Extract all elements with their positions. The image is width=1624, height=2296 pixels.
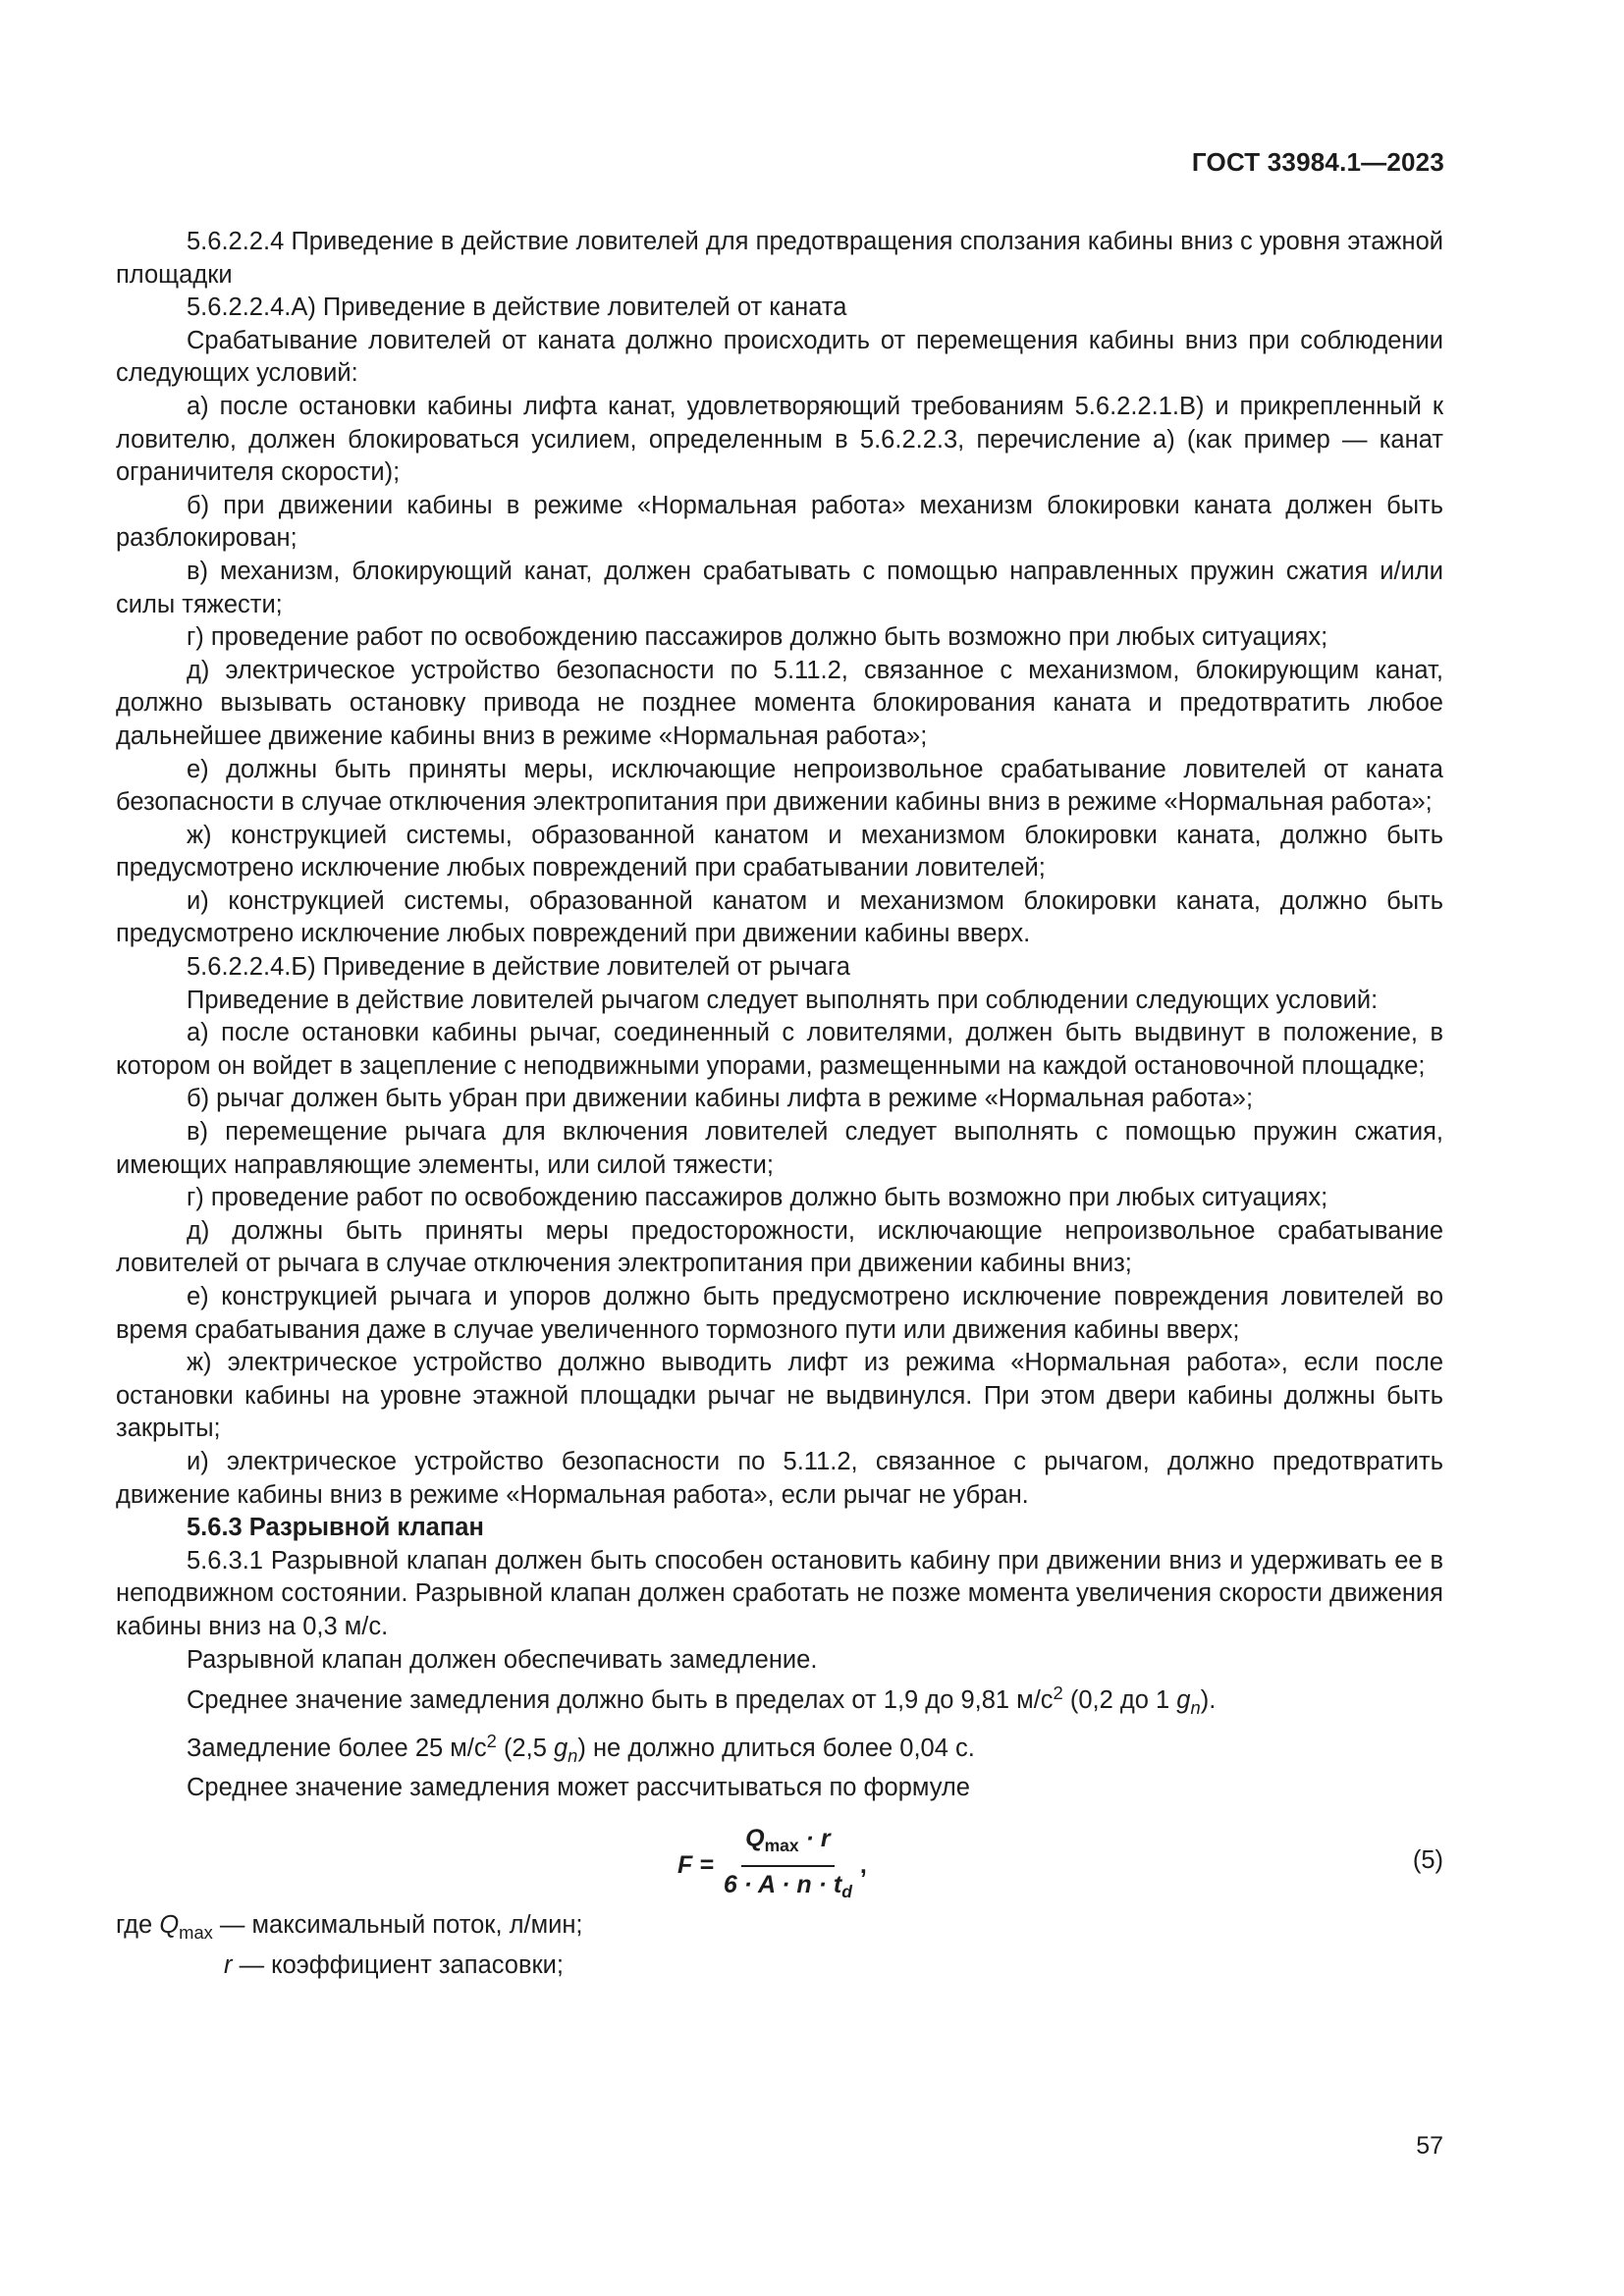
formula-fraction xyxy=(720,1823,856,1908)
paragraph: Среднее значение замедления должно быть в пределах от 1,9 до 9,81 $м/с^2$ (0,2 до 1 $g_n$). xyxy=(187,1682,1217,1719)
paragraph: б) при движении кабины в режиме «Нормальная работа» механизм блокировки каната должен быть разблокирован; xyxy=(116,491,1443,553)
paragraph: Разрывной клапан должен обеспечивать замедление. xyxy=(187,1645,818,1674)
paragraph: Среднее значение замедления может рассчитываться по формуле xyxy=(187,1774,970,1802)
paragraph: ж) электрическое устройство должно выводить лифт из режима «Нормальная работа», если после остановки кабины на уровне этажной площадки рычаг не выдвинулся. При этом двери кабины должны быть закрыты; xyxy=(116,1349,1443,1443)
paragraph: и) конструкцией системы, образованной канатом и механизмом блокировки каната, должно быть предусмотрено исключение любых повреждений при движении кабины вверх. xyxy=(116,886,1443,948)
formula-row xyxy=(116,1819,1443,1903)
paragraph: д) должны быть приняты меры предосторожности, исключающие непроизвольное срабатывание ловителей от рычага в случае отключения электропитания при движении кабины вниз; xyxy=(116,1216,1443,1278)
paragraph: 5.6.3.1 Разрывной клапан должен быть способен остановить кабину при движении вниз и удерживать ее в неподвижном состоянии. Разрывной клапан должен сработать не позже момента увеличения скорости движения кабины вниз на 0,3 м/с. xyxy=(116,1546,1443,1640)
paragraph: Приведение в действие ловителей рычагом следует выполнять при соблюдении следующих условий: xyxy=(187,986,1379,1014)
paragraph: а) после остановки кабины лифта канат, удовлетворяющий требованиям 5.6.2.2.1.В) и прикрепленный к ловителю, должен блокироваться усилием, определенным в 5.6.2.2.3, перечисление а) (как пример — канат ограничителя скорости); xyxy=(116,392,1443,487)
paragraph: Замедление более 25 $м/с^2$ (2,5 $g_n$) не должно длиться более 0,04 с. xyxy=(187,1730,975,1766)
paragraph: г) проведение работ по освобождению пассажиров должно быть возможно при любых ситуациях; xyxy=(187,623,1328,652)
paragraph: д) электрическое устройство безопасности по 5.11.2, связанное с механизмом, блокирующим канат, должно вызывать остановку привода не позднее момента блокирования каната и предотвратить любое дальнейшее движение кабины вниз в режиме «Нормальная работа»; xyxy=(116,656,1443,750)
paragraph: а) после остановки кабины рычаг, соединенный с ловителями, должен быть выдвинут в положение, в котором он войдет в зацепление с неподвижными упорами, размещенными на каждой остановочной площадке; xyxy=(116,1019,1443,1080)
standard-header: ГОСТ 33984.1—2023 xyxy=(1191,147,1444,177)
page-content xyxy=(116,226,1443,1982)
deceleration-formula: F = $\frac{Q_{max} \cdot r}{6 \cdot A \cdot n \cdot t_d}$ , xyxy=(677,1823,867,1908)
formula-lhs: F = xyxy=(677,1850,714,1879)
formula-numerator: $Q_{max} \cdot r$ xyxy=(741,1823,834,1867)
paragraph: б) рычаг должен быть убран при движении кабины лифта в режиме «Нормальная работа»; xyxy=(187,1085,1254,1113)
paragraph: в) перемещение рычага для включения ловителей следует выполнять с помощью пружин сжатия, имеющих направляющие элементы, или силой тяжести; xyxy=(116,1118,1443,1179)
paragraph: г) проведение работ по освобождению пассажиров должно быть возможно при любых ситуациях; xyxy=(187,1184,1328,1212)
formula-denominator: $6 \cdot A \cdot n \cdot t_d$ xyxy=(723,1870,852,1901)
paragraph: Срабатывание ловителей от каната должно происходить от перемещения кабины вниз при соблюдении следующих условий: xyxy=(116,326,1443,388)
paragraph: и) электрическое устройство безопасности по 5.11.2, связанное с рычагом, должно предотвратить движение кабины вниз в режиме «Нормальная работа», если рычаг не убран. xyxy=(116,1447,1443,1509)
paragraph: 5.6.2.2.4.Б) Приведение в действие ловителей от рычага xyxy=(187,953,850,982)
where-line-q: где $Q_{max}$ — максимальный поток, л/мин; xyxy=(116,1910,583,1943)
section-heading: 5.6.3 Разрывной клапан xyxy=(187,1514,484,1542)
paragraph-list xyxy=(116,226,1443,1512)
equation-number: (5) xyxy=(1412,1845,1443,1874)
paragraph: е) должны быть приняты меры, исключающие непроизвольное срабатывание ловителей от каната безопасности в случае отключения электропитания при движении кабины вниз в режиме «Нормальная работа»; xyxy=(116,755,1443,817)
paragraph: 5.6.2.2.4.А) Приведение в действие ловителей от каната xyxy=(187,294,847,322)
where-line-r: r — коэффициент запасовки; xyxy=(224,1950,565,1979)
page-number: 57 xyxy=(1416,2132,1443,2160)
paragraph: ж) конструкцией системы, образованной канатом и механизмом блокировки каната, должно быть предусмотрено исключение любых повреждений при срабатывании ловителей; xyxy=(116,821,1443,882)
paragraph: е) конструкцией рычага и упоров должно быть предусмотрено исключение повреждения ловителей во время срабатывания даже в случае увеличенного тормозного пути или движения кабины вверх; xyxy=(116,1283,1443,1344)
paragraph: в) механизм, блокирующий канат, должен срабатывать с помощью направленных пружин сжатия и/или силы тяжести; xyxy=(116,557,1443,618)
paragraph: 5.6.2.2.4 Приведение в действие ловителей для предотвращения сползания кабины вниз с уровня этажной площадки xyxy=(116,228,1443,289)
